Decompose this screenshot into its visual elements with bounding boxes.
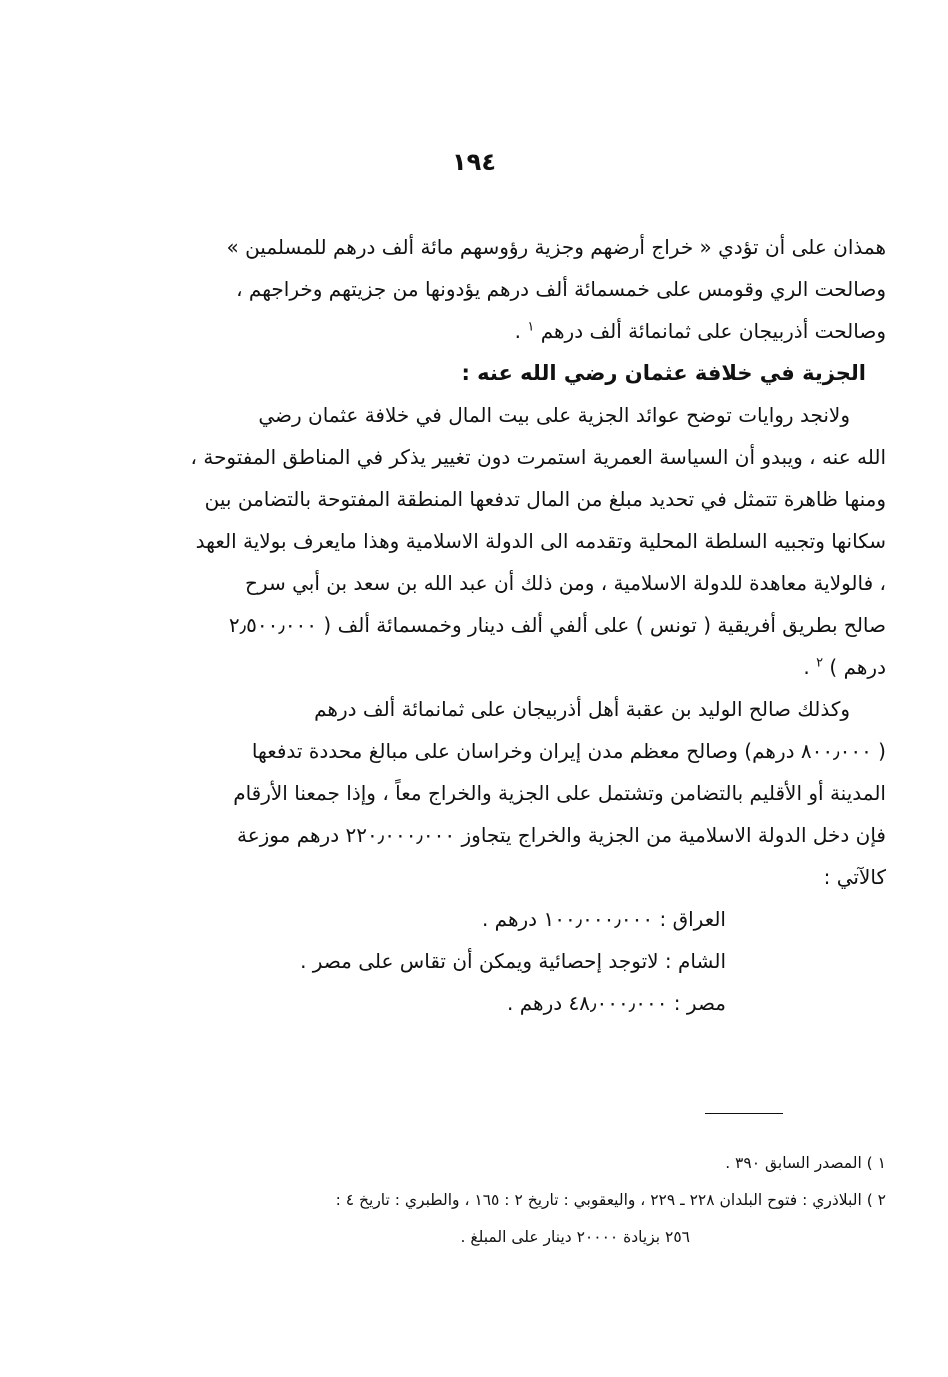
text-line: كالآتي : [823, 865, 886, 889]
footnotes [60, 1145, 886, 1256]
list-item: العراق : ١٠٠٫٠٠٠٫٠٠٠ درهم . [481, 907, 726, 931]
footnote-2: ٢ ) البلاذري : فتوح البلدان ٢٢٨ ـ ٢٢٩ ، واليعقوبي : تاريخ ٢ : ١٦٥ ، والطبري : تاريخ ٤ : [335, 1191, 886, 1209]
text-line: المدينة أو الأقليم بالتضامن وتشتمل على الجزية والخراج معاً ، وإذا جمعنا الأرقام [233, 781, 886, 805]
footnote-divider [705, 1113, 783, 1114]
text-line: سكانها وتجبيه السلطة المحلية وتقدمه الى الدولة الاسلامية وهذا مايعرف بولاية العهد [195, 529, 886, 553]
text-line: الله عنه ، ويبدو أن السياسة العمرية استمرت دون تغيير يذكر في المناطق المفتوحة ، [190, 445, 886, 469]
section-heading: الجزية في خلافة عثمان رضي الله عنه : [461, 361, 866, 385]
text-line: فإن دخل الدولة الاسلامية من الجزية والخراج يتجاوز ٢٢٠٫٠٠٠٫٠٠٠ درهم موزعة [236, 823, 886, 847]
footnote-ref: ٢ [816, 655, 824, 671]
main-text [60, 226, 886, 1024]
text-line: ولانجد روايات توضح عوائد الجزية على بيت المال في خلافة عثمان رضي [258, 403, 850, 427]
text-fragment: . [803, 655, 810, 679]
text-line: وكذلك صالح الوليد بن عقبة أهل أذربيجان على ثمانمائة ألف درهم [314, 697, 850, 721]
text-line: ( ٨٠٠٫٠٠٠ درهم) وصالح معظم مدن إيران وخراسان على مبالغ محددة تدفعها [251, 739, 886, 763]
footnote-ref: ١ [527, 319, 535, 335]
page-number: ١٩٤ [452, 148, 496, 176]
text-line: صالح بطريق أفريقية ( تونس ) على ألفي ألف دينار وخمسمائة ألف ( ٢٫٥٠٠٫٠٠٠ [228, 613, 886, 637]
text-fragment: . [514, 319, 521, 343]
footnote-1: ١ ) المصدر السابق ٣٩٠ . [725, 1154, 886, 1172]
text-line: ، فالولاية معاهدة للدولة الاسلامية ، ومن ذلك أن عبد الله بن سعد بن أبي سرح [245, 571, 886, 595]
text-line: ومنها ظاهرة تتمثل في تحديد مبلغ من المال تدفعها المنطقة المفتوحة بالتضامن بين [204, 487, 886, 511]
list-item: مصر : ٤٨٫٠٠٠٫٠٠٠ درهم . [507, 991, 726, 1015]
text-line [60, 646, 886, 688]
text-fragment: درهم ) [829, 655, 886, 679]
text-line [60, 310, 886, 352]
text-fragment: وصالحت أذربيجان على ثمانمائة ألف درهم [540, 319, 886, 343]
text-line: همذان على أن تؤدي « خراج أرضهم وجزية رؤوسهم مائة ألف درهم للمسلمين » [226, 235, 886, 259]
list-item: الشام : لاتوجد إحصائية ويمكن أن تقاس على مصر . [300, 949, 726, 973]
footnote-2-continuation: ٢٥٦ بزيادة ٢٠٠٠٠ دينار على المبلغ . [460, 1228, 690, 1246]
text-line: وصالحت الري وقومس على خمسمائة ألف درهم يؤدونها من جزيتهم وخراجهم ، [236, 277, 886, 301]
